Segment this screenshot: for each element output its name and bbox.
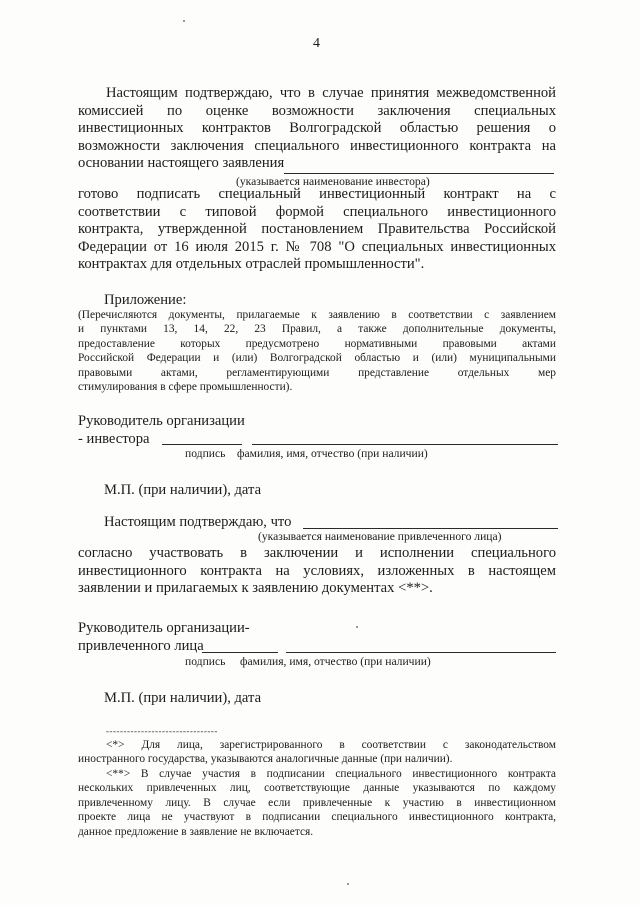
attracted-head-label: Руководитель организации- — [78, 620, 250, 636]
footnote-2 — [78, 767, 556, 839]
text-line: Настоящим подтверждаю, что в случае принятия межведомственной — [106, 85, 556, 101]
scan-speck — [347, 883, 349, 885]
text-line: комиссией по оценке возможности заключения специальных — [78, 102, 556, 119]
investor-name-blank — [284, 173, 554, 174]
page-number: 4 — [313, 36, 320, 51]
investor-name-caption: (указывается наименование инвестора) — [236, 175, 430, 188]
text-line: и пунктами 13, 14, 22, 23 Правил, а также дополнительные документы, — [78, 323, 556, 336]
text-line: Российской Федерации и (или) Волгоградской областью и (или) муниципальными — [78, 352, 556, 365]
text-line: основании настоящего заявления — [78, 155, 285, 172]
text-line: заявлении и прилагаемых к заявлению документах <**>. — [78, 580, 433, 597]
text-line: готово подписать специальный инвестиционный контракт на с — [78, 186, 556, 202]
attracted-name-blank — [303, 528, 558, 529]
attracted-confirmation-lead: Настоящим подтверждаю, что — [104, 514, 292, 530]
appendix-heading: Приложение: — [104, 292, 187, 308]
text-line: стимулирования в сфере промышленности). — [78, 381, 293, 394]
text-line: (Перечисляются документы, прилагаемые к заявлению в соответствии с заявлением — [78, 309, 556, 321]
investor-confirmation-continuation — [78, 186, 556, 274]
investor-stamp-date: М.П. (при наличии), дата — [104, 482, 262, 498]
scan-speck — [183, 20, 185, 22]
investor-confirmation-paragraph — [78, 85, 556, 173]
text-line: возможности заключения специального инвестиционного контракта на — [78, 137, 556, 154]
investor-head-label: Руководитель организации — [78, 413, 245, 429]
text-line: <**> В случае участия в подписании специального инвестиционного контракта — [106, 768, 556, 780]
attracted-signature-caption: подпись — [185, 655, 226, 668]
attracted-head-label-2: привлеченного лица — [78, 638, 204, 654]
text-line: <*> Для лица, зарегистрированного в соответствии с законодательством — [106, 739, 556, 751]
attracted-name-caption: (указывается наименование привлеченного лица) — [258, 530, 502, 543]
footnote-1 — [78, 738, 556, 767]
text-line: Федерации от 16 июля 2015 г. № 708 "О специальных инвестиционных — [78, 238, 556, 255]
text-line: инвестиционного контракта на условиях, изложенных в настоящем — [78, 562, 556, 579]
investor-signature-blank — [162, 444, 242, 445]
appendix-text — [78, 308, 556, 394]
text-line: иностранного государства, указываются аналогичные данные (при наличии). — [78, 753, 453, 766]
footnote-separator: -------------------------------- — [106, 726, 218, 736]
investor-signature-caption: подпись — [185, 447, 226, 460]
text-line: привлеченному лицу. В случае если привлеченные к участию в инвестиционном — [78, 796, 556, 809]
text-line: правовыми актами, регламентирующими представление отдельных мер — [78, 366, 556, 379]
text-line: инвестиционных контрактов Волгоградской областью решения о — [78, 120, 556, 137]
text-line: согласно участвовать в заключении и исполнении специального — [78, 545, 556, 561]
investor-fullname-blank — [252, 444, 558, 445]
attracted-fullname-caption: фамилия, имя, отчество (при наличии) — [240, 655, 431, 668]
text-line: нескольких привлеченных лиц, соответствующие данные указываются по каждому — [78, 782, 556, 795]
scan-speck — [356, 626, 358, 628]
text-line: данное предложение в заявление не включается. — [78, 825, 314, 838]
investor-fullname-caption: фамилия, имя, отчество (при наличии) — [237, 447, 428, 460]
attracted-confirmation-paragraph — [78, 545, 556, 598]
attracted-stamp-date: М.П. (при наличии), дата — [104, 690, 262, 706]
text-line: соответствии с типовой формой специального инвестиционного — [78, 203, 556, 220]
text-line: контрактах для отдельных отраслей промышленности". — [78, 256, 425, 273]
text-line: предоставление которых предусмотрено нормативными правовыми актами — [78, 337, 556, 350]
attracted-fullname-blank — [286, 652, 556, 653]
text-line: контракта, утвержденной постановлением Правительства Российской — [78, 221, 556, 238]
investor-head-label-2: - инвестора — [78, 431, 150, 447]
attracted-signature-blank — [202, 652, 278, 653]
text-line: проекте лица не участвуют в подписании специального инвестиционного контракта, — [78, 811, 556, 824]
